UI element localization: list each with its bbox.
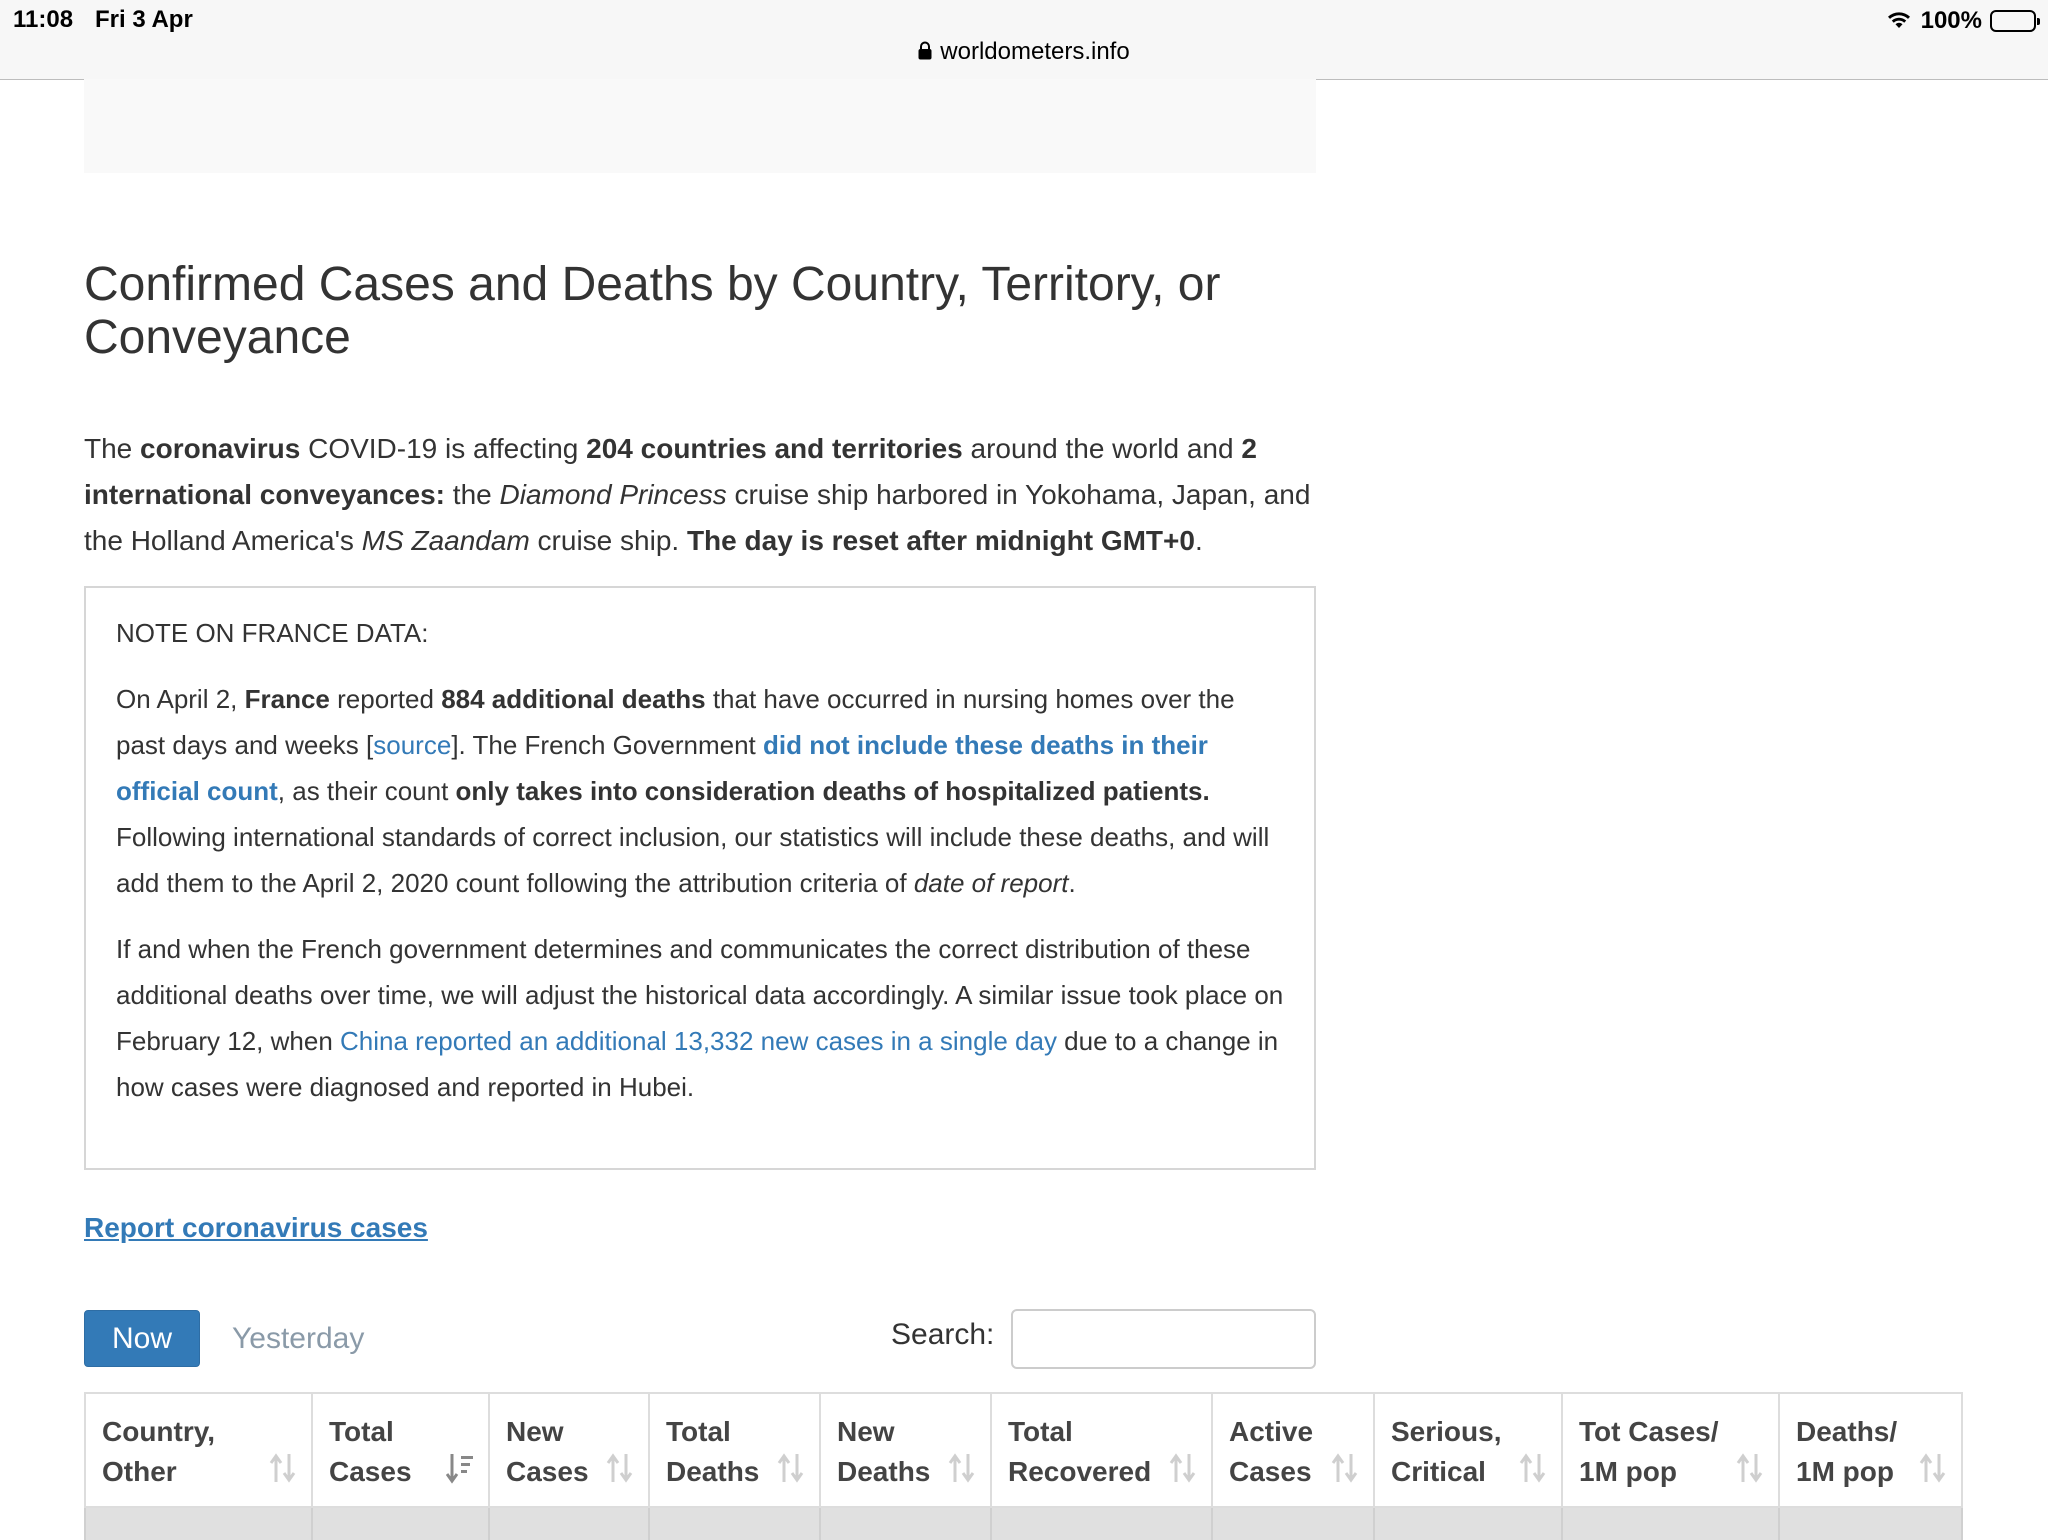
source-link[interactable]: source xyxy=(373,730,452,760)
url-text: worldometers.info xyxy=(940,38,1130,65)
cases-table xyxy=(84,1392,1963,1540)
status-date: Fri 3 Apr xyxy=(95,6,193,33)
table-cell xyxy=(649,1507,820,1540)
status-indicators xyxy=(1885,6,2036,36)
wifi-icon xyxy=(1885,8,1913,35)
sort-icon xyxy=(1519,1452,1547,1484)
col-header-active-cases[interactable]: Active Cases xyxy=(1212,1393,1374,1507)
note-heading: NOTE ON FRANCE DATA: xyxy=(116,618,429,648)
intro-paragraph: The coronavirus COVID-19 is affecting 204 countries and territories around the world and 2 international conveyances: the Diamond Princess cruise ship harbored in Yokohama, Japan, and the Holland America's MS Zaandam cruise ship. The day is reset after midnight GMT+0. xyxy=(84,433,1311,556)
status-time: 11:08 xyxy=(13,6,74,33)
table-row xyxy=(85,1507,1962,1540)
col-header-total-cases[interactable]: Total Cases xyxy=(312,1393,489,1507)
note-paragraph-2: If and when the French government determines and communicates the correct distribution of these additional deaths over time, we will adjust the historical data accordingly. A similar issue took place on February 12, when China reported an additional 13,332 new cases in a single day due to a change in how cases were diagnosed and reported in Hubei. xyxy=(116,934,1284,1102)
now-tab-button[interactable]: Now xyxy=(84,1310,200,1367)
yesterday-tab-button[interactable]: Yesterday xyxy=(232,1321,365,1355)
sort-icon xyxy=(1169,1452,1197,1484)
col-header-new-cases[interactable]: New Cases xyxy=(489,1393,649,1507)
battery-icon xyxy=(1990,10,2036,32)
official-count-link[interactable]: did not include these deaths in their official count xyxy=(116,730,1208,806)
col-header-deaths-per-1m[interactable]: Deaths/ 1M pop xyxy=(1779,1393,1962,1507)
col-header-total-deaths[interactable]: Total Deaths xyxy=(649,1393,820,1507)
col-header-tot-cases-per-1m[interactable]: Tot Cases/ 1M pop xyxy=(1562,1393,1779,1507)
sort-icon xyxy=(269,1452,297,1484)
col-header-country[interactable]: Country, Other xyxy=(85,1393,312,1507)
search-label: Search: xyxy=(891,1318,995,1351)
sort-icon xyxy=(948,1452,976,1484)
table-cell xyxy=(312,1507,489,1540)
note-paragraph-1: On April 2, France reported 884 additional deaths that have occurred in nursing homes over the past days and weeks [source]. The French Government did not include these deaths in their official count, as their count only takes into consideration deaths of hospitalized patients. Following international standards of correct inclusion, our statistics will include these deaths, and will add them to the April 2, 2020 count following the attribution criteria of date of report. xyxy=(116,684,1270,898)
lock-icon xyxy=(918,39,932,67)
col-header-total-recovered[interactable]: Total Recovered xyxy=(991,1393,1212,1507)
table-cell xyxy=(85,1507,312,1540)
report-cases-link[interactable]: Report coronavirus cases xyxy=(84,1212,428,1243)
table-cell xyxy=(1779,1507,1962,1540)
sort-icon xyxy=(1736,1452,1764,1484)
sort-icon xyxy=(606,1452,634,1484)
col-header-new-deaths[interactable]: New Deaths xyxy=(820,1393,991,1507)
page-title: Confirmed Cases and Deaths by Country, Territory, or Conveyance xyxy=(84,258,1221,364)
table-cell xyxy=(820,1507,991,1540)
address-bar[interactable] xyxy=(0,38,2048,67)
table-cell xyxy=(991,1507,1212,1540)
table-cell xyxy=(489,1507,649,1540)
search-input[interactable] xyxy=(1011,1309,1316,1369)
table-header-row xyxy=(85,1393,1962,1507)
sort-descending-icon xyxy=(446,1452,474,1484)
table-cell xyxy=(1374,1507,1562,1540)
col-header-serious-critical[interactable]: Serious, Critical xyxy=(1374,1393,1562,1507)
ad-placeholder xyxy=(84,79,1316,173)
sort-icon xyxy=(1919,1452,1947,1484)
china-cases-link[interactable]: China reported an additional 13,332 new cases in a single day xyxy=(340,1026,1057,1056)
table-cell xyxy=(1562,1507,1779,1540)
browser-status-bar xyxy=(0,0,2048,80)
sort-icon xyxy=(777,1452,805,1484)
france-data-note xyxy=(84,586,1316,1170)
table-cell xyxy=(1212,1507,1374,1540)
battery-percent: 100% xyxy=(1920,7,1982,34)
sort-icon xyxy=(1331,1452,1359,1484)
